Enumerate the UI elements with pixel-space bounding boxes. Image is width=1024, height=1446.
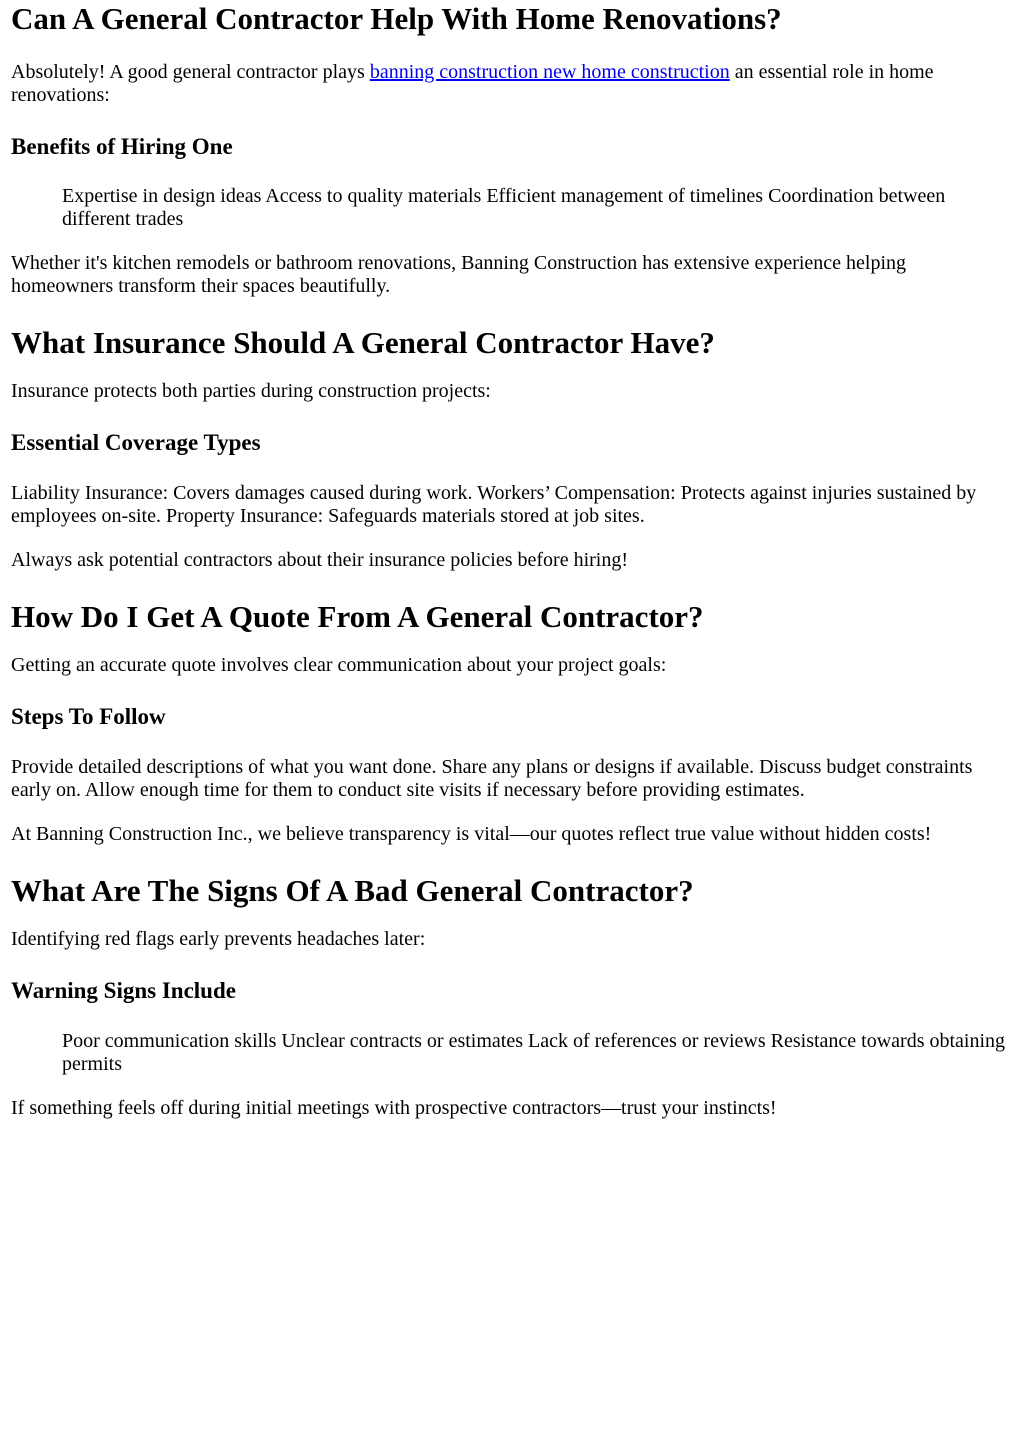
section-outro: Whether it's kitchen remodels or bathroom renovations, Banning Construction has extensive experience helping homeowners transform their spaces beautifully.	[11, 252, 907, 297]
section-intro: Identifying red flags early prevents headaches later:	[11, 928, 426, 950]
section-subheading: Essential Coverage Types	[11, 430, 261, 455]
coverage-types-paragraph: Liability Insurance: Covers damages caused during work. Workers’ Compensation: Protects against injuries sustained by employees on-site. Property Insurance: Safeguards materials stored at job sites.	[11, 482, 977, 527]
section-subheading: Benefits of Hiring One	[11, 134, 233, 159]
section-intro: Insurance protects both parties during construction projects:	[11, 380, 491, 402]
steps-paragraph: Provide detailed descriptions of what you want done. Share any plans or designs if available. Discuss budget constraints early on. Allow enough time for them to conduct site visits if necessary before providing estimates.	[11, 756, 973, 801]
section-heading: How Do I Get A Quote From A General Contractor?	[11, 599, 704, 634]
warning-signs-list: Poor communication skills Unclear contracts or estimates Lack of references or reviews Resistance towards obtaining permits	[62, 1030, 1006, 1075]
section-intro	[11, 61, 1013, 107]
section-bad-contractor	[11, 873, 1013, 1120]
section-home-renovations	[11, 0, 1013, 298]
section-heading: What Insurance Should A General Contractor Have?	[11, 325, 715, 360]
section-intro: Getting an accurate quote involves clear communication about your project goals:	[11, 654, 667, 676]
section-insurance	[11, 325, 1013, 572]
intro-text-before-link: Absolutely! A good general contractor plays	[11, 61, 370, 83]
section-heading: Can A General Contractor Help With Home Renovations?	[11, 1, 782, 36]
section-subheading: Warning Signs Include	[11, 978, 236, 1003]
section-subheading: Steps To Follow	[11, 704, 166, 729]
section-outro: Always ask potential contractors about their insurance policies before hiring!	[11, 549, 629, 571]
benefits-list: Expertise in design ideas Access to quality materials Efficient management of timelines Coordination between different trades	[62, 185, 946, 230]
section-heading: What Are The Signs Of A Bad General Contractor?	[11, 873, 694, 908]
intro-text-after-link: an essential role in home renovations:	[11, 61, 934, 106]
banning-construction-link[interactable]: banning construction new home construction	[369, 61, 730, 83]
section-quote	[11, 599, 1013, 846]
section-outro: At Banning Construction Inc., we believe transparency is vital—our quotes reflect true value without hidden costs!	[11, 823, 932, 845]
section-outro: If something feels off during initial meetings with prospective contractors—trust your instincts!	[11, 1097, 777, 1119]
